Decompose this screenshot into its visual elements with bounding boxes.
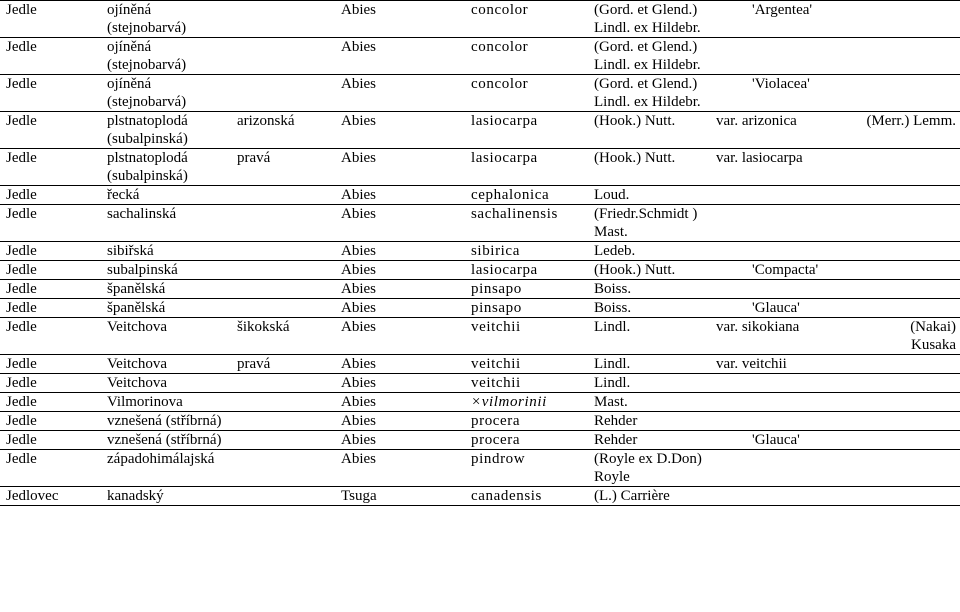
rank-cell bbox=[710, 412, 746, 431]
species-latin-cell: pinsapo bbox=[471, 281, 522, 297]
genus-czech-cell: Jedle bbox=[6, 39, 37, 55]
infra-author-cell bbox=[858, 149, 960, 186]
species-czech-cell: vznešená (stříbrná) bbox=[107, 413, 222, 429]
infraspecific-cell bbox=[746, 205, 858, 242]
subspecies-czech-cell: arizonská bbox=[237, 113, 295, 129]
infraspecific-cell bbox=[746, 487, 858, 506]
table-row bbox=[0, 261, 960, 280]
subspecies-czech-cell bbox=[231, 374, 335, 393]
genus-latin-cell: Abies bbox=[341, 76, 376, 92]
rank-cell bbox=[710, 261, 746, 280]
genus-czech-cell: Jedle bbox=[6, 150, 37, 166]
species-latin-cell: procera bbox=[471, 413, 521, 429]
species-latin-cell: concolor bbox=[471, 39, 529, 55]
subspecies-czech-cell bbox=[231, 186, 335, 205]
table-row bbox=[0, 299, 960, 318]
species-table-body bbox=[0, 1, 960, 506]
genus-latin-cell: Abies bbox=[341, 113, 376, 129]
table-row bbox=[0, 412, 960, 431]
author-cell: Lindl. bbox=[594, 356, 631, 372]
table-row bbox=[0, 355, 960, 374]
subspecies-czech-cell bbox=[231, 205, 335, 242]
rank-cell bbox=[710, 1, 746, 38]
table-row bbox=[0, 75, 960, 112]
infraspecific-cell bbox=[746, 280, 858, 299]
subspecies-czech-cell bbox=[231, 75, 335, 112]
infraspecific-cell bbox=[746, 450, 858, 487]
genus-latin-cell: Abies bbox=[341, 375, 376, 391]
infraspecific-cell bbox=[746, 393, 858, 412]
species-czech-cell: kanadský bbox=[107, 488, 164, 504]
infra-author-cell bbox=[858, 261, 960, 280]
species-latin-cell: procera bbox=[471, 432, 521, 448]
species-czech-cell: Vilmorinova bbox=[107, 394, 183, 410]
subspecies-czech-cell bbox=[231, 487, 335, 506]
species-latin-cell: veitchii bbox=[471, 319, 521, 335]
subspecies-czech-cell: pravá bbox=[237, 150, 271, 166]
species-czech-cell: Veitchova bbox=[107, 375, 167, 391]
rank-cell bbox=[710, 205, 746, 242]
author-cell: Lindl. bbox=[594, 319, 631, 335]
species-latin-cell: veitchii bbox=[471, 356, 521, 372]
table-row bbox=[0, 149, 960, 186]
genus-latin-cell: Abies bbox=[341, 356, 376, 372]
genus-latin-cell: Abies bbox=[341, 262, 376, 278]
genus-latin-cell: Abies bbox=[341, 432, 376, 448]
genus-czech-cell: Jedle bbox=[6, 356, 37, 372]
author-cell: (Hook.) Nutt. bbox=[594, 150, 676, 166]
infraspecific-cell: 'Compacta' bbox=[752, 262, 819, 278]
infra-author-cell bbox=[858, 280, 960, 299]
table-row bbox=[0, 205, 960, 242]
infra-author-cell bbox=[858, 412, 960, 431]
infraspecific-cell bbox=[746, 412, 858, 431]
infra-author-cell bbox=[858, 393, 960, 412]
author-cell: (Hook.) Nutt. bbox=[594, 262, 676, 278]
table-row bbox=[0, 318, 960, 355]
genus-latin-cell: Abies bbox=[341, 300, 376, 316]
table-row bbox=[0, 393, 960, 412]
author-cell: Boiss. bbox=[594, 281, 632, 297]
genus-czech-cell: Jedle bbox=[6, 300, 37, 316]
rank-cell: var. sikokiana bbox=[716, 319, 800, 335]
table-row bbox=[0, 112, 960, 149]
rank-cell bbox=[710, 393, 746, 412]
infra-author-cell bbox=[858, 1, 960, 38]
author-cell: Loud. bbox=[594, 187, 630, 203]
rank-cell bbox=[710, 299, 746, 318]
author-cell: (Gord. et Glend.) Lindl. ex Hildebr. bbox=[594, 39, 701, 73]
subspecies-czech-cell bbox=[231, 261, 335, 280]
species-czech-cell: španělská bbox=[107, 281, 166, 297]
table-row bbox=[0, 186, 960, 205]
author-cell: Boiss. bbox=[594, 300, 632, 316]
infraspecific-cell bbox=[746, 242, 858, 261]
subspecies-czech-cell bbox=[231, 393, 335, 412]
author-cell: (Gord. et Glend.) Lindl. ex Hildebr. bbox=[594, 2, 701, 36]
infra-author-cell: (Nakai) Kusaka bbox=[910, 319, 956, 353]
table-row bbox=[0, 487, 960, 506]
genus-latin-cell: Abies bbox=[341, 39, 376, 55]
genus-czech-cell: Jedle bbox=[6, 262, 37, 278]
species-latin-cell: canadensis bbox=[471, 488, 542, 504]
subspecies-czech-cell: pravá bbox=[237, 356, 271, 372]
infra-author-cell: (Merr.) Lemm. bbox=[866, 113, 956, 129]
table-row bbox=[0, 1, 960, 38]
rank-cell bbox=[710, 38, 746, 75]
genus-czech-cell: Jedle bbox=[6, 281, 37, 297]
genus-latin-cell: Abies bbox=[341, 451, 376, 467]
species-czech-cell: španělská bbox=[107, 300, 166, 316]
genus-czech-cell: Jedlovec bbox=[6, 488, 59, 504]
genus-latin-cell: Abies bbox=[341, 187, 376, 203]
author-cell: Ledeb. bbox=[594, 243, 636, 259]
rank-cell bbox=[710, 431, 746, 450]
species-czech-cell: sibiřská bbox=[107, 243, 154, 259]
table-row bbox=[0, 38, 960, 75]
author-cell: Mast. bbox=[594, 394, 628, 410]
species-czech-cell: Veitchova bbox=[107, 356, 167, 372]
rank-cell bbox=[710, 374, 746, 393]
species-czech-cell: plstnatoplodá (subalpinská) bbox=[107, 150, 188, 184]
species-czech-cell: ojíněná (stejnobarvá) bbox=[107, 2, 187, 36]
infra-author-cell bbox=[858, 431, 960, 450]
infra-author-cell bbox=[858, 205, 960, 242]
infraspecific-cell: 'Glauca' bbox=[752, 300, 800, 316]
species-latin-cell: sachalinensis bbox=[471, 206, 558, 222]
genus-czech-cell: Jedle bbox=[6, 187, 37, 203]
genus-czech-cell: Jedle bbox=[6, 2, 37, 18]
infraspecific-cell bbox=[746, 186, 858, 205]
author-cell: (Hook.) Nutt. bbox=[594, 113, 676, 129]
subspecies-czech-cell bbox=[231, 1, 335, 38]
rank-cell: var. veitchii bbox=[716, 356, 787, 372]
author-cell: (L.) Carrière bbox=[594, 488, 670, 504]
species-czech-cell: vznešená (stříbrná) bbox=[107, 432, 222, 448]
rank-cell bbox=[710, 280, 746, 299]
rank-cell: var. arizonica bbox=[716, 113, 797, 129]
species-czech-cell: sachalinská bbox=[107, 206, 177, 222]
genus-czech-cell: Jedle bbox=[6, 243, 37, 259]
genus-latin-cell: Abies bbox=[341, 413, 376, 429]
infraspecific-cell: 'Argentea' bbox=[752, 2, 813, 18]
species-latin-cell: ×vilmorinii bbox=[471, 394, 547, 410]
genus-czech-cell: Jedle bbox=[6, 113, 37, 129]
infra-author-cell bbox=[858, 299, 960, 318]
genus-latin-cell: Abies bbox=[341, 243, 376, 259]
subspecies-czech-cell bbox=[231, 412, 335, 431]
species-latin-cell: concolor bbox=[471, 2, 529, 18]
genus-czech-cell: Jedle bbox=[6, 413, 37, 429]
species-latin-cell: sibirica bbox=[471, 243, 520, 259]
rank-cell bbox=[710, 75, 746, 112]
species-czech-cell: ojíněná (stejnobarvá) bbox=[107, 39, 187, 73]
author-cell: Lindl. bbox=[594, 375, 631, 391]
infra-author-cell bbox=[858, 242, 960, 261]
species-latin-cell: lasiocarpa bbox=[471, 113, 538, 129]
infra-author-cell bbox=[858, 186, 960, 205]
author-cell: (Royle ex D.Don) Royle bbox=[594, 451, 702, 485]
author-cell: (Gord. et Glend.) Lindl. ex Hildebr. bbox=[594, 76, 701, 110]
genus-latin-cell: Abies bbox=[341, 281, 376, 297]
rank-cell bbox=[710, 186, 746, 205]
genus-latin-cell: Abies bbox=[341, 206, 376, 222]
infra-author-cell bbox=[858, 38, 960, 75]
subspecies-czech-cell bbox=[231, 280, 335, 299]
subspecies-czech-cell bbox=[231, 299, 335, 318]
author-cell: (Friedr.Schmidt ) Mast. bbox=[594, 206, 698, 240]
table-row bbox=[0, 374, 960, 393]
table-row bbox=[0, 280, 960, 299]
infra-author-cell bbox=[858, 487, 960, 506]
infraspecific-cell bbox=[746, 38, 858, 75]
genus-czech-cell: Jedle bbox=[6, 375, 37, 391]
genus-czech-cell: Jedle bbox=[6, 76, 37, 92]
infraspecific-cell bbox=[746, 374, 858, 393]
table-row bbox=[0, 450, 960, 487]
genus-latin-cell: Abies bbox=[341, 319, 376, 335]
species-latin-cell: cephalonica bbox=[471, 187, 550, 203]
infra-author-cell bbox=[858, 75, 960, 112]
species-czech-cell: řecká bbox=[107, 187, 140, 203]
rank-cell bbox=[710, 487, 746, 506]
author-cell: Rehder bbox=[594, 432, 638, 448]
genus-czech-cell: Jedle bbox=[6, 394, 37, 410]
species-czech-cell: ojíněná (stejnobarvá) bbox=[107, 76, 187, 110]
infraspecific-cell: 'Glauca' bbox=[752, 432, 800, 448]
genus-czech-cell: Jedle bbox=[6, 319, 37, 335]
genus-czech-cell: Jedle bbox=[6, 206, 37, 222]
infra-author-cell bbox=[858, 450, 960, 487]
subspecies-czech-cell bbox=[231, 38, 335, 75]
species-latin-cell: lasiocarpa bbox=[471, 262, 538, 278]
table-row bbox=[0, 431, 960, 450]
species-czech-cell: plstnatoplodá (subalpinská) bbox=[107, 113, 188, 147]
genus-czech-cell: Jedle bbox=[6, 451, 37, 467]
subspecies-czech-cell bbox=[231, 450, 335, 487]
genus-latin-cell: Abies bbox=[341, 150, 376, 166]
species-latin-cell: lasiocarpa bbox=[471, 150, 538, 166]
infra-author-cell bbox=[858, 374, 960, 393]
species-latin-cell: pindrow bbox=[471, 451, 526, 467]
species-czech-cell: západohimálajská bbox=[107, 451, 215, 467]
species-czech-cell: Veitchova bbox=[107, 319, 167, 335]
infra-author-cell bbox=[858, 355, 960, 374]
genus-czech-cell: Jedle bbox=[6, 432, 37, 448]
rank-cell: var. lasiocarpa bbox=[716, 150, 803, 166]
subspecies-czech-cell bbox=[231, 431, 335, 450]
infraspecific-cell: 'Violacea' bbox=[752, 76, 810, 92]
table-row bbox=[0, 242, 960, 261]
rank-cell bbox=[710, 450, 746, 487]
rank-cell bbox=[710, 242, 746, 261]
genus-latin-cell: Tsuga bbox=[341, 488, 377, 504]
species-latin-cell: pinsapo bbox=[471, 300, 522, 316]
author-cell: Rehder bbox=[594, 413, 638, 429]
species-latin-cell: veitchii bbox=[471, 375, 521, 391]
species-czech-cell: subalpinská bbox=[107, 262, 178, 278]
species-latin-cell: concolor bbox=[471, 76, 529, 92]
subspecies-czech-cell: šikokská bbox=[237, 319, 290, 335]
genus-latin-cell: Abies bbox=[341, 2, 376, 18]
genus-latin-cell: Abies bbox=[341, 394, 376, 410]
subspecies-czech-cell bbox=[231, 242, 335, 261]
